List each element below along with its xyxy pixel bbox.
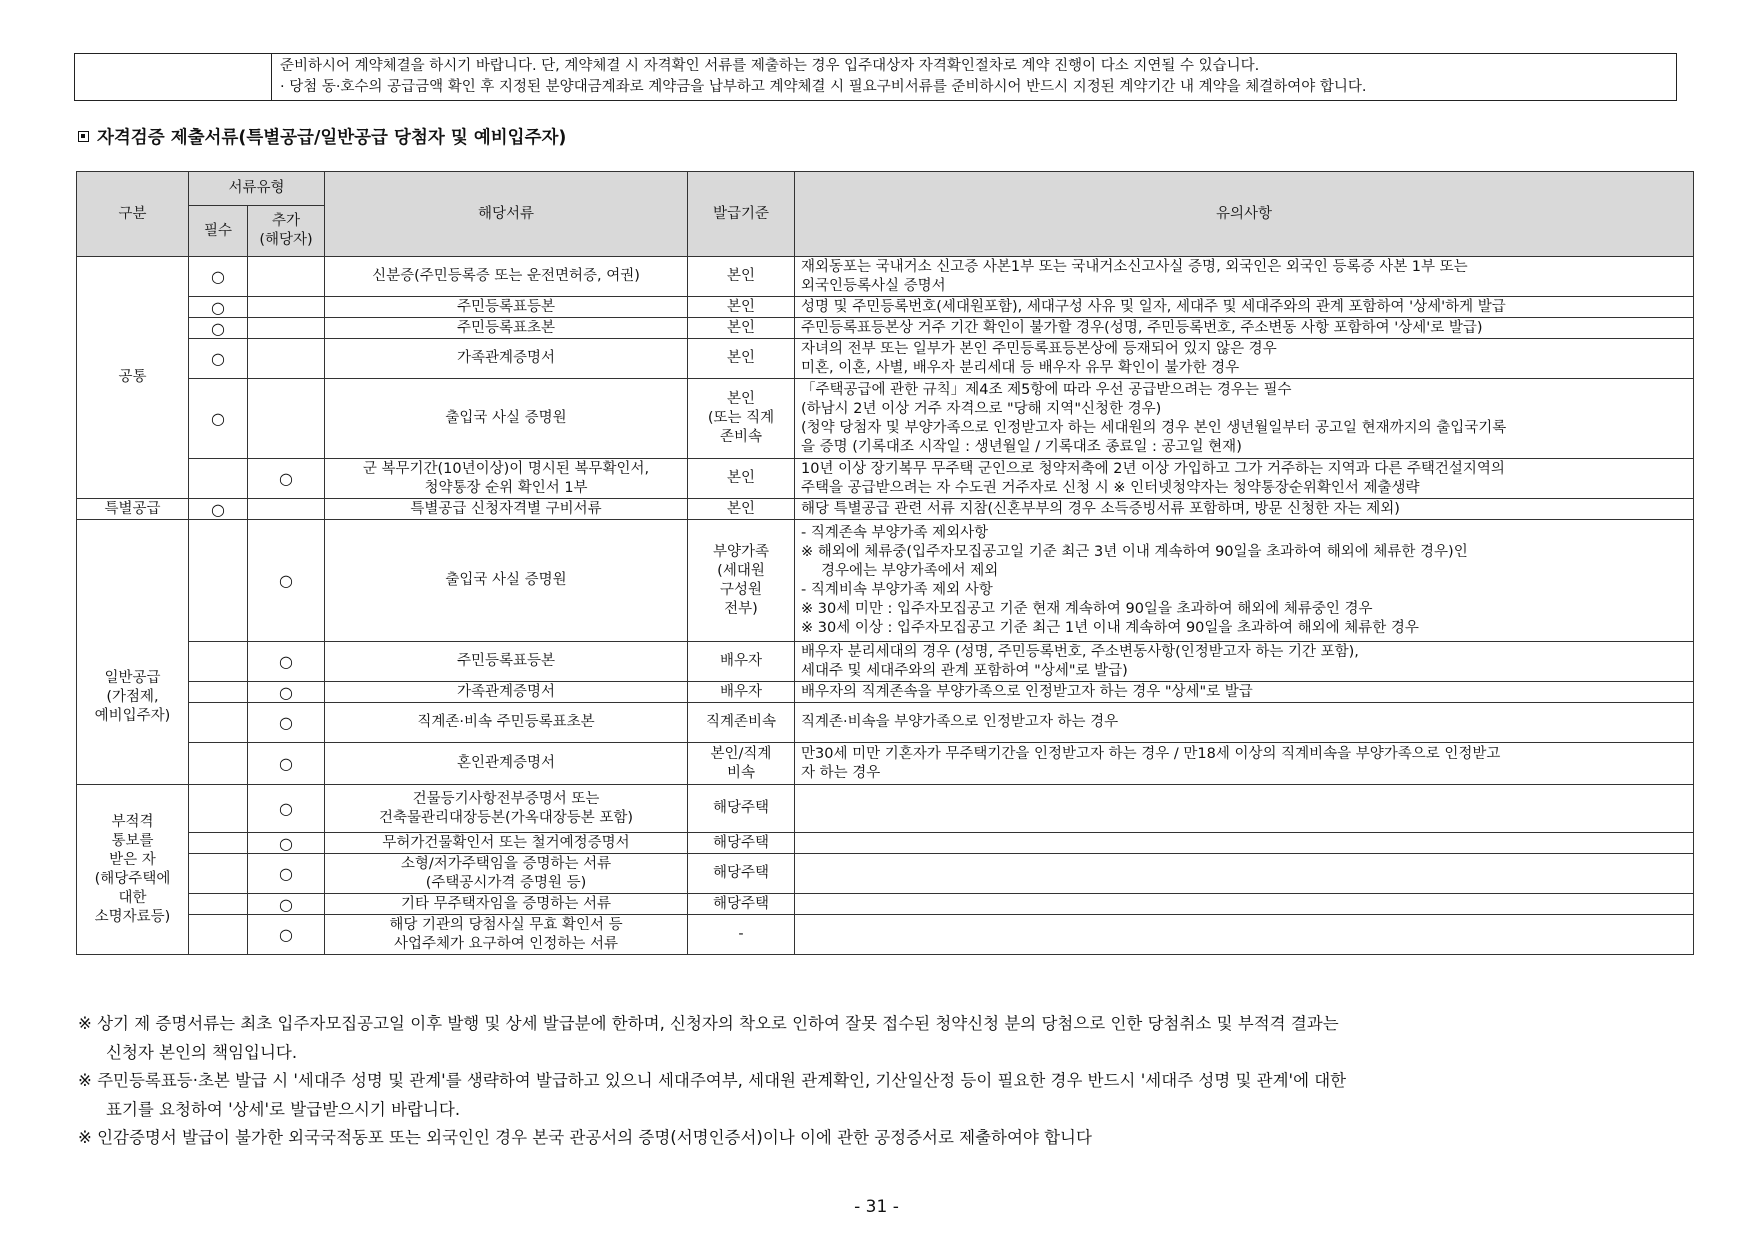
required-mark (189, 915, 248, 955)
table-row (77, 318, 1694, 339)
group-label-special: 특별공급 (77, 499, 189, 520)
document-name: 주민등록표등본 (325, 297, 688, 318)
table-row (77, 499, 1694, 520)
issue-basis: 해당주택 (688, 894, 795, 915)
bottom-notes (78, 1010, 1678, 1153)
additional-mark: ○ (248, 833, 325, 854)
bottom-note-item: ※ 주민등록표등·초본 발급 시 '세대주 성명 및 관계'를 생략하여 발급하고 있으니 세대주여부, 세대원 관계확인, 기산일산정 등이 필요한 경우 반드시 '세대주 성명 및 관계'에 대한 표기를 요청하여 '상세'로 발급받으시기 바랍니다. (78, 1071, 1347, 1119)
table-row (77, 297, 1694, 318)
issue-basis: 부양가족 (세대원 구성원 전부) (688, 520, 795, 642)
issue-basis: 본인 (688, 339, 795, 379)
additional-mark: ○ (248, 682, 325, 703)
notes-cell: 자녀의 전부 또는 일부가 본인 주민등록표등본상에 등재되어 있지 않은 경우 미혼, 이혼, 사별, 배우자 분리세대 등 배우자 유무 확인이 불가한 경우 (795, 339, 1694, 379)
notes-cell: 배우자 분리세대의 경우 (성명, 주민등록번호, 주소변동사항(인정받고자 하는 기간 포함), 세대주 및 세대주와의 관계 포함하여 "상세"로 발급) (795, 642, 1694, 682)
document-name: 주민등록표초본 (325, 318, 688, 339)
issue-basis: 본인/직계 비속 (688, 743, 795, 785)
document-name: 주민등록표등본 (325, 642, 688, 682)
table-row (77, 642, 1694, 682)
issue-basis: 배우자 (688, 642, 795, 682)
top-notice-text (272, 54, 1676, 100)
additional-mark: ○ (248, 520, 325, 642)
table-row (77, 703, 1694, 743)
required-mark (189, 894, 248, 915)
section-title-text: 자격검증 제출서류(특별공급/일반공급 당첨자 및 예비입주자) (97, 128, 567, 148)
document-name: 직계존·비속 주민등록표초본 (325, 703, 688, 743)
additional-mark: ○ (248, 743, 325, 785)
issue-basis: 해당주택 (688, 854, 795, 894)
table-row (77, 894, 1694, 915)
additional-mark: ○ (248, 642, 325, 682)
required-mark: ○ (189, 499, 248, 520)
bottom-note-item: ※ 인감증명서 발급이 불가한 외국국적동포 또는 외국인인 경우 본국 관공서의 증명(서명인증서)이나 이에 관한 공정증서로 제출하여야 합니다 (78, 1128, 1092, 1147)
header-issue-basis: 발급기준 (688, 172, 795, 257)
table-row (77, 339, 1694, 379)
issue-basis: 본인 (688, 297, 795, 318)
additional-mark (248, 297, 325, 318)
document-name: 군 복무기간(10년이상)이 명시된 복무확인서, 청약통장 순위 확인서 1부 (325, 459, 688, 499)
table-row (77, 833, 1694, 854)
issue-basis: 본인 (688, 257, 795, 297)
notes-cell: 배우자의 직계존속을 부양가족으로 인정받고자 하는 경우 "상세"로 발급 (795, 682, 1694, 703)
required-mark: ○ (189, 318, 248, 339)
section-title (78, 124, 566, 149)
top-notice-left-cell (75, 54, 272, 100)
document-name: 출입국 사실 증명원 (325, 379, 688, 459)
notes-cell: 「주택공급에 관한 규칙」제4조 제5항에 따라 우선 공급받으려는 경우는 필수 (하남시 2년 이상 거주 자격으로 "당해 지역"신청한 경우) (청약 당첨자 및 부양가족으로 인정받고자 하는 세대원의 경우 본인 생년월일부터 공고일 현재까지의 출입국기록 을 증명 (기록대조 시작일 : 생년월일 / 기록대조 종료일 : 공고일 현재) (795, 379, 1694, 459)
required-mark: ○ (189, 339, 248, 379)
document-name: 무허가건물확인서 또는 철거예정증명서 (325, 833, 688, 854)
issue-basis: - (688, 915, 795, 955)
required-mark: ○ (189, 379, 248, 459)
additional-mark (248, 339, 325, 379)
additional-mark: ○ (248, 894, 325, 915)
header-document: 해당서류 (325, 172, 688, 257)
header-doc-type: 서류유형 (189, 172, 325, 206)
document-name: 출입국 사실 증명원 (325, 520, 688, 642)
document-name: 특별공급 신청자격별 구비서류 (325, 499, 688, 520)
group-label-ineligible: 부적격 통보를 받은 자 (해당주택에 대한 소명자료등) (77, 785, 189, 955)
additional-mark: ○ (248, 459, 325, 499)
table-row (77, 743, 1694, 785)
issue-basis: 직계존비속 (688, 703, 795, 743)
top-notice-box (74, 53, 1677, 101)
document-name: 가족관계증명서 (325, 339, 688, 379)
additional-mark: ○ (248, 915, 325, 955)
required-mark: ○ (189, 257, 248, 297)
top-notice-line: 준비하시어 계약체결을 하시기 바랍니다. 단, 계약체결 시 자격확인 서류를 제출하는 경우 입주대상자 자격확인절차로 계약 진행이 다소 지연될 수 있습니다. (280, 58, 1260, 74)
required-mark (189, 520, 248, 642)
header-category: 구분 (77, 172, 189, 257)
additional-mark (248, 499, 325, 520)
additional-mark (248, 318, 325, 339)
group-label-general: 일반공급 (가점제, 예비입주자) (77, 520, 189, 785)
required-mark (189, 743, 248, 785)
issue-basis: 배우자 (688, 682, 795, 703)
header-notes: 유의사항 (795, 172, 1694, 257)
notes-cell: 재외동포는 국내거소 신고증 사본1부 또는 국내거소신고사실 증명, 외국인은 외국인 등록증 사본 1부 또는 외국인등록사실 증명서 (795, 257, 1694, 297)
required-mark (189, 785, 248, 833)
table-row (77, 459, 1694, 499)
issue-basis: 해당주택 (688, 785, 795, 833)
notes-cell: - 직계존속 부양가족 제외사항 ※ 해외에 체류중(입주자모집공고일 기준 최근 3년 이내 계속하여 90일을 초과하여 해외에 체류한 경우)인 경우에는 부양가족에서 제외 - 직계비속 부양가족 제외 사항 ※ 30세 미만 : 입주자모집공고 기준 현재 계속하여 90일을 초과하여 해외에 체류중인 경우 ※ 30세 이상 : 입주자모집공고 기준 최근 1년 이내 계속하여 90일을 초과하여 해외에 체류한 경우 (795, 520, 1694, 642)
issue-basis: 본인 (688, 499, 795, 520)
issue-basis: 본인 (688, 459, 795, 499)
table-row (77, 682, 1694, 703)
notes-cell (795, 785, 1694, 833)
notes-cell: 직계존·비속을 부양가족으로 인정받고자 하는 경우 (795, 703, 1694, 743)
table-row (77, 379, 1694, 459)
issue-basis: 해당주택 (688, 833, 795, 854)
required-mark (189, 459, 248, 499)
required-mark (189, 833, 248, 854)
header-additional: 추가 (해당자) (248, 206, 325, 257)
additional-mark: ○ (248, 854, 325, 894)
page-number: - 31 - (854, 1197, 899, 1217)
document-requirements-table (76, 171, 1694, 955)
additional-mark (248, 379, 325, 459)
header-row (77, 172, 1694, 206)
notes-cell: 만30세 미만 기혼자가 무주택기간을 인정받고자 하는 경우 / 만18세 이상의 직계비속을 부양가족으로 인정받고 자 하는 경우 (795, 743, 1694, 785)
document-name: 해당 기관의 당첨사실 무효 확인서 등 사업주체가 요구하여 인정하는 서류 (325, 915, 688, 955)
table-row (77, 785, 1694, 833)
bottom-note-item: ※ 상기 제 증명서류는 최초 입주자모집공고일 이후 발행 및 상세 발급분에 한하며, 신청자의 착오로 인하여 잘못 접수된 청약신청 분의 당첨으로 인한 당첨취소 및 부적격 결과는 신청자 본인의 책임입니다. (78, 1014, 1339, 1062)
notes-cell (795, 854, 1694, 894)
additional-mark (248, 257, 325, 297)
issue-basis: 본인 (또는 직계 존비속 (688, 379, 795, 459)
table-row (77, 520, 1694, 642)
required-mark: ○ (189, 297, 248, 318)
document-name: 소형/저가주택임을 증명하는 서류 (주택공시가격 증명원 등) (325, 854, 688, 894)
issue-basis: 본인 (688, 318, 795, 339)
notes-cell: 성명 및 주민등록번호(세대원포함), 세대구성 사유 및 일자, 세대주 및 세대주와의 관계 포함하여 '상세'하게 발급 (795, 297, 1694, 318)
table-row (77, 854, 1694, 894)
group-label-common: 공통 (77, 257, 189, 499)
top-notice-line: · 당첨 동·호수의 공급금액 확인 후 지정된 분양대금계좌로 계약금을 납부하고 계약체결 시 필요구비서류를 준비하시어 반드시 지정된 계약기간 내 계약을 체결하여야 합니다. (280, 79, 1367, 95)
required-mark (189, 854, 248, 894)
required-mark (189, 703, 248, 743)
document-name: 건물등기사항전부증명서 또는 건축물관리대장등본(가옥대장등본 포함) (325, 785, 688, 833)
notes-cell: 해당 특별공급 관련 서류 지참(신혼부부의 경우 소득증빙서류 포함하며, 방문 신청한 자는 제외) (795, 499, 1694, 520)
notes-cell (795, 833, 1694, 854)
table-row (77, 915, 1694, 955)
table-row (77, 257, 1694, 297)
additional-mark: ○ (248, 785, 325, 833)
additional-mark: ○ (248, 703, 325, 743)
required-mark (189, 682, 248, 703)
document-name: 가족관계증명서 (325, 682, 688, 703)
document-name: 신분증(주민등록증 또는 운전면허증, 여권) (325, 257, 688, 297)
notes-cell: 주민등록표등본상 거주 기간 확인이 불가할 경우(성명, 주민등록번호, 주소변동 사항 포함하여 '상세'로 발급) (795, 318, 1694, 339)
header-required: 필수 (189, 206, 248, 257)
notes-cell (795, 894, 1694, 915)
square-bullet-icon (78, 131, 89, 142)
required-mark (189, 642, 248, 682)
notes-cell: 10년 이상 장기복무 무주택 군인으로 청약저축에 2년 이상 가입하고 그가 거주하는 지역과 다른 주택건설지역의 주택을 공급받으려는 자 수도권 거주자로 신청 시 ※ 인터넷청약자는 청약통장순위확인서 제출생략 (795, 459, 1694, 499)
document-name: 기타 무주택자임을 증명하는 서류 (325, 894, 688, 915)
document-name: 혼인관계증명서 (325, 743, 688, 785)
notes-cell (795, 915, 1694, 955)
